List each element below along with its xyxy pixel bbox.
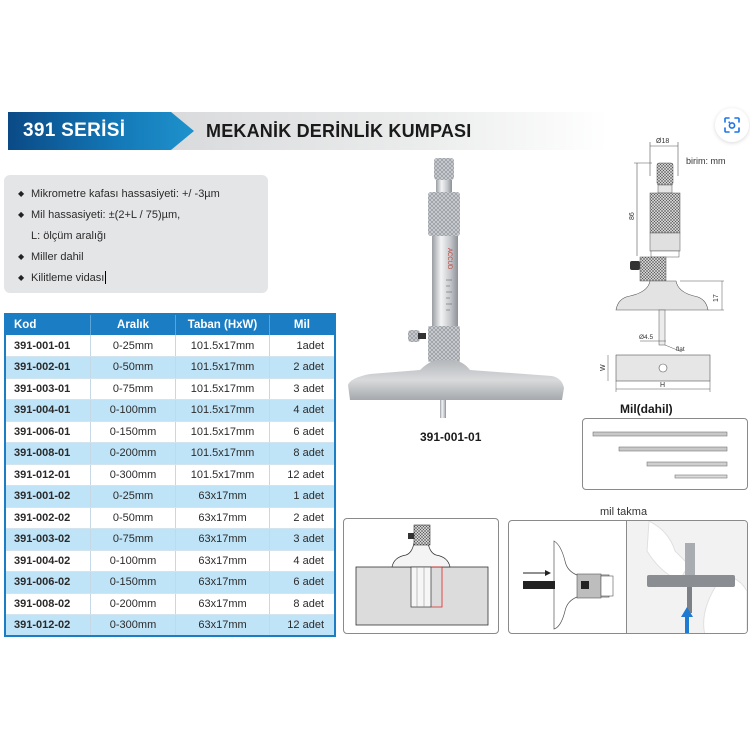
cell-aralik: 0-150mm xyxy=(90,572,175,594)
cell-kod: 391-003-01 xyxy=(5,378,90,400)
cell-kod: 391-012-01 xyxy=(5,464,90,486)
table-row xyxy=(5,615,335,637)
bullet-icon: ◆ xyxy=(18,189,25,198)
cell-aralik: 0-50mm xyxy=(90,357,175,379)
cell-taban: 63x17mm xyxy=(176,550,270,572)
table-row xyxy=(5,550,335,572)
svg-text:17: 17 xyxy=(713,294,720,302)
feature-item xyxy=(18,225,268,246)
cell-taban: 101.5x17mm xyxy=(176,464,270,486)
svg-text:ACCUD: ACCUD xyxy=(446,248,452,270)
product-code-caption: 391-001-01 xyxy=(420,430,482,444)
cell-aralik: 0-75mm xyxy=(90,529,175,551)
table-row xyxy=(5,335,335,357)
cell-aralik: 0-300mm xyxy=(90,464,175,486)
cell-aralik: 0-100mm xyxy=(90,400,175,422)
feature-item xyxy=(18,204,268,225)
spec-table xyxy=(4,313,336,637)
svg-text:flat: flat xyxy=(676,346,685,353)
cell-kod: 391-006-02 xyxy=(5,572,90,594)
cell-taban: 101.5x17mm xyxy=(176,357,270,379)
feature-item xyxy=(18,183,268,204)
cell-mil: 1 adet xyxy=(269,486,335,508)
table-row xyxy=(5,529,335,551)
feature-text: Miller dahil xyxy=(31,250,84,263)
text-cursor xyxy=(105,271,106,284)
bullet-icon: ◆ xyxy=(18,210,25,219)
cell-aralik: 0-75mm xyxy=(90,378,175,400)
table-row xyxy=(5,464,335,486)
cell-taban: 63x17mm xyxy=(176,593,270,615)
cell-mil: 12 adet xyxy=(269,615,335,637)
cell-aralik: 0-200mm xyxy=(90,443,175,465)
cell-taban: 63x17mm xyxy=(176,615,270,637)
cell-aralik: 0-50mm xyxy=(90,507,175,529)
svg-text:H: H xyxy=(660,382,666,389)
table-row xyxy=(5,400,335,422)
cell-kod: 391-008-02 xyxy=(5,593,90,615)
diagram-divider xyxy=(626,521,627,634)
series-title: 391 SERİSİ xyxy=(23,120,126,141)
cell-aralik: 0-100mm xyxy=(90,550,175,572)
cell-mil: 2 adet xyxy=(269,357,335,379)
cell-mil: 6 adet xyxy=(269,572,335,594)
feature-item xyxy=(18,246,268,267)
svg-text:86: 86 xyxy=(629,212,636,220)
cell-taban: 63x17mm xyxy=(176,486,270,508)
rods-label: Mil(dahil) xyxy=(620,402,673,416)
feature-text: Mikrometre kafası hassasiyeti: +/ -3µm xyxy=(31,187,220,200)
feature-text: Kilitleme vidası xyxy=(31,271,105,284)
measurement-diagram xyxy=(343,518,499,634)
table-row xyxy=(5,507,335,529)
cell-taban: 63x17mm xyxy=(176,507,270,529)
cell-aralik: 0-25mm xyxy=(90,486,175,508)
header-banner xyxy=(8,112,608,150)
rods-box xyxy=(582,418,748,490)
bullet-icon: ◆ xyxy=(18,252,25,261)
cell-aralik: 0-25mm xyxy=(90,335,175,357)
cell-aralik: 0-150mm xyxy=(90,421,175,443)
installation-diagram xyxy=(508,520,748,634)
table-row xyxy=(5,421,335,443)
feature-text: Mil hassasiyeti: ±(2+L / 75)µm, xyxy=(31,208,181,221)
cell-mil: 2 adet xyxy=(269,507,335,529)
feature-text: L: ölçüm aralığı xyxy=(31,229,107,242)
table-row xyxy=(5,357,335,379)
cell-aralik: 0-300mm xyxy=(90,615,175,637)
svg-text:Ø4.5: Ø4.5 xyxy=(639,334,654,341)
cell-mil: 4 adet xyxy=(269,400,335,422)
cell-kod: 391-012-02 xyxy=(5,615,90,637)
column-header-aralik: Aralık xyxy=(90,314,175,335)
unit-label: birim: mm xyxy=(686,156,726,166)
cell-taban: 101.5x17mm xyxy=(176,421,270,443)
cell-taban: 101.5x17mm xyxy=(176,335,270,357)
cell-kod: 391-002-02 xyxy=(5,507,90,529)
page-title: MEKANİK DERİNLİK KUMPASI xyxy=(206,121,472,141)
cell-mil: 4 adet xyxy=(269,550,335,572)
cell-kod: 391-003-02 xyxy=(5,529,90,551)
table-row xyxy=(5,572,335,594)
column-header-mil: Mil xyxy=(269,314,335,335)
cell-mil: 8 adet xyxy=(269,443,335,465)
technical-drawing xyxy=(590,130,750,400)
table-row xyxy=(5,443,335,465)
cell-kod: 391-002-01 xyxy=(5,357,90,379)
cell-taban: 63x17mm xyxy=(176,529,270,551)
cell-kod: 391-006-01 xyxy=(5,421,90,443)
svg-text:Ø18: Ø18 xyxy=(656,138,670,145)
cell-kod: 391-001-01 xyxy=(5,335,90,357)
table-row xyxy=(5,378,335,400)
cell-kod: 391-008-01 xyxy=(5,443,90,465)
cell-mil: 12 adet xyxy=(269,464,335,486)
cell-taban: 101.5x17mm xyxy=(176,443,270,465)
feature-item xyxy=(18,267,268,288)
cell-kod: 391-001-02 xyxy=(5,486,90,508)
cell-mil: 6 adet xyxy=(269,421,335,443)
table-row xyxy=(5,593,335,615)
cell-mil: 1adet xyxy=(269,335,335,357)
bullet-icon: ◆ xyxy=(18,273,25,282)
cell-kod: 391-004-01 xyxy=(5,400,90,422)
cell-taban: 101.5x17mm xyxy=(176,400,270,422)
cell-aralik: 0-200mm xyxy=(90,593,175,615)
cell-mil: 3 adet xyxy=(269,378,335,400)
table-row xyxy=(5,486,335,508)
cell-mil: 3 adet xyxy=(269,529,335,551)
features-box xyxy=(4,175,268,293)
installation-label: mil takma xyxy=(600,506,648,518)
column-header-kod: Kod xyxy=(5,314,90,335)
cell-kod: 391-004-02 xyxy=(5,550,90,572)
cell-mil: 8 adet xyxy=(269,593,335,615)
table-header-row xyxy=(5,314,335,335)
svg-text:W: W xyxy=(600,364,607,371)
cell-taban: 63x17mm xyxy=(176,572,270,594)
product-image xyxy=(340,150,580,420)
column-header-taban: Taban (HxW) xyxy=(176,314,270,335)
cell-taban: 101.5x17mm xyxy=(176,378,270,400)
